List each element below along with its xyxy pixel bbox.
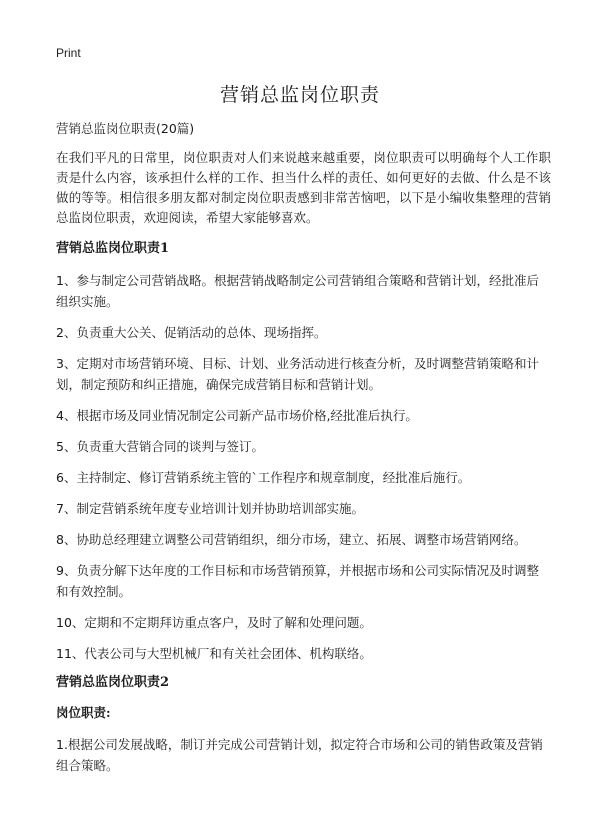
duty-item: 2、负责重大公关、促销活动的总体、现场指挥。	[56, 325, 327, 340]
duty-item: 9、负责分解下达年度的工作目标和市场营销预算，并根据市场和公司实际情况及时调整和有效控制。	[56, 563, 539, 599]
duty-item: 1、参与制定公司营销战略。根据营销战略制定公司营销组合策略和营销计划，经批准后组织实施。	[56, 273, 539, 309]
duty-item: 11、代表公司与大型机械厂和有关社会团体、机构联络。	[56, 646, 372, 661]
duty-item: 3、定期对市场营销环境、目标、计划、业务活动进行核查分析，及时调整营销策略和计划，制定预防和纠正措施，确保完成营销目标和营销计划。	[56, 356, 539, 392]
duty-item: 8、协助总经理建立调整公司营销组织，细分市场，建立、拓展、调整市场营销网络。	[56, 532, 527, 547]
section-heading-1: 营销总监岗位职责1	[56, 241, 170, 256]
duty-item: 10、定期和不定期拜访重点客户，及时了解和处理问题。	[56, 615, 372, 630]
duty-item: 4、根据市场及同业情况制定公司新产品市场价格,经批准后执行。	[56, 408, 418, 423]
intro-paragraph: 在我们平凡的日常里，岗位职责对人们来说越来越重要，岗位职责可以明确每个人工作职责是什么内容，该承担什么样的工作、担当什么样的责任、如何更好的去做、什么是不该做的等等。相信很多朋友都对制定岗位职责感到非常苦恼吧，以下是小编收集整理的营销总监岗位职责，欢迎阅读，希望大家能够喜欢。	[56, 150, 551, 225]
page-title: 营销总监岗位职责	[219, 84, 380, 106]
duty-item: 6、主持制定、修订营销系统主管的`工作程序和规章制度，经批准后施行。	[56, 470, 471, 485]
document-subtitle: 营销总监岗位职责(20篇)	[56, 121, 195, 136]
duty-item: 5、负责重大营销合同的谈判与签订。	[56, 439, 264, 454]
section-subheading: 岗位职责:	[56, 705, 111, 720]
document-body	[56, 121, 551, 786]
print-link[interactable]: Print	[56, 46, 81, 60]
duty-item: 1.根据公司发展战略，制订并完成公司营销计划，拟定符合市场和公司的销售政策及营销组合策略。	[56, 737, 543, 773]
duty-item: 7、制定营销系统年度专业培训计划并协助培训部实施。	[56, 501, 364, 516]
section-heading-2: 营销总监岗位职责2	[56, 675, 170, 690]
